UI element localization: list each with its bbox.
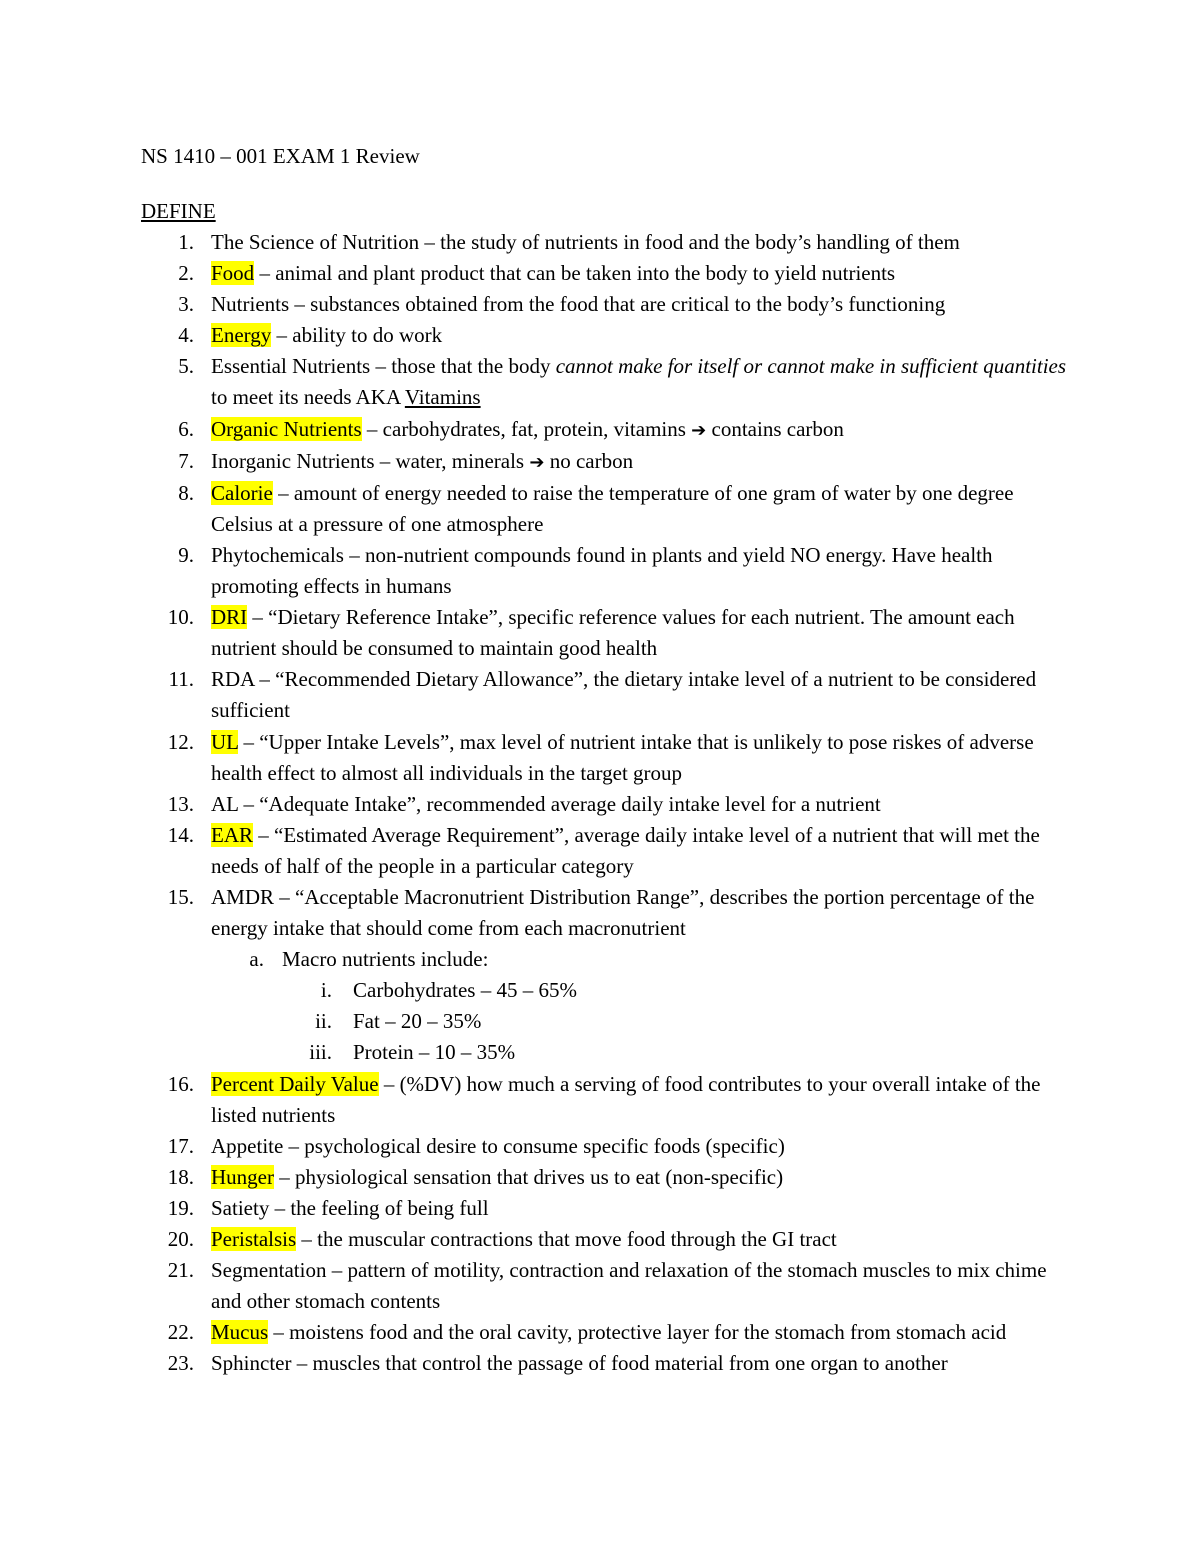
text-run: Satiety – the feeling of being full — [211, 1195, 489, 1220]
highlighted-term: Food — [211, 261, 255, 286]
text-run: no carbon — [544, 448, 634, 473]
sub-sub-item-number: iii. — [309, 1040, 332, 1065]
item-text — [211, 1162, 1071, 1193]
definition-item — [0, 320, 1200, 351]
text-run: – (%DV) how much a serving of food contributes to your overall intake of the listed nutrients — [211, 1071, 1041, 1127]
definition-list — [0, 227, 1200, 1379]
text-run: – “Dietary Reference Intake”, specific reference values for each nutrient. The amount each nutrient should be consumed to maintain good health — [211, 605, 1015, 661]
definition-item — [0, 727, 1200, 789]
item-number: 1. — [178, 230, 194, 254]
item-number: 16. — [167, 1071, 194, 1096]
definition-item — [0, 258, 1200, 289]
item-number: 12. — [167, 729, 194, 754]
text-run: AL – “Adequate Intake”, recommended average daily intake level for a nutrient — [211, 791, 881, 816]
italic-text: cannot make for itself or cannot make in sufficient quantities — [555, 354, 1067, 379]
item-text — [211, 882, 1071, 944]
item-text — [211, 1069, 1071, 1131]
item-number: 14. — [167, 822, 194, 847]
item-text — [211, 664, 1071, 726]
text-run: – carbohydrates, fat, protein, vitamins — [361, 416, 692, 441]
definition-item — [0, 1162, 1200, 1193]
item-number: 13. — [167, 791, 194, 816]
text-run: Phytochemicals – non-nutrient compounds found in plants and yield NO energy. Have health promoting effects in humans — [211, 542, 993, 599]
text-run: RDA – “Recommended Dietary Allowance”, the dietary intake level of a nutrient to be considered sufficient — [211, 667, 1037, 723]
definition-item — [0, 1348, 1200, 1379]
item-number: 18. — [167, 1164, 194, 1189]
definition-item — [0, 1317, 1200, 1348]
text-run: – physiological sensation that drives us to eat (non-specific) — [273, 1164, 784, 1189]
item-text — [211, 727, 1071, 789]
item-number: 9. — [178, 542, 194, 567]
sub-sub-item — [0, 1006, 1200, 1037]
item-text — [211, 540, 1071, 602]
highlighted-term: EAR — [211, 822, 253, 847]
text-run: Inorganic Nutrients – water, minerals — [211, 448, 530, 473]
item-number: 19. — [167, 1195, 194, 1220]
definition-item — [0, 1224, 1200, 1255]
item-text — [211, 289, 1071, 320]
definition-item — [0, 664, 1200, 726]
item-text — [211, 227, 1071, 258]
item-text — [211, 1255, 1071, 1317]
text-run: – “Upper Intake Levels”, max level of nutrient intake that is unlikely to pose riskes of adverse health effect to almost all individuals in the target group — [211, 729, 1034, 785]
item-text — [211, 820, 1071, 882]
definition-item — [0, 602, 1200, 664]
text-run: The Science of Nutrition – the study of nutrients in food and the body’s handling of them — [211, 230, 960, 254]
definition-item — [0, 1131, 1200, 1162]
text-run: – the muscular contractions that move food through the GI tract — [296, 1227, 837, 1251]
highlighted-term: Peristalsis — [211, 1227, 297, 1251]
text-run: – amount of energy needed to raise the temperature of one gram of water by one degree Celsius at a pressure of one atmosphere — [211, 480, 1014, 536]
item-text — [211, 1348, 1071, 1379]
highlighted-term: Calorie — [211, 480, 273, 505]
item-text — [211, 1131, 1071, 1162]
text-run: – animal and plant product that can be taken into the body to yield nutrients — [254, 261, 896, 286]
item-text — [211, 789, 1071, 820]
sub-item — [0, 944, 1200, 975]
document-title: NS 1410 – 001 EXAM 1 Review — [141, 144, 420, 168]
item-number: 23. — [167, 1351, 194, 1376]
item-number: 5. — [178, 354, 194, 379]
text-run: – ability to do work — [271, 323, 443, 348]
sub-sub-item-number: i. — [320, 978, 332, 1003]
text-run: – “Estimated Average Requirement”, average daily intake level of a nutrient that will met the needs of half of the people in a particular category — [211, 822, 1040, 878]
sub-sub-item-text: Protein – 10 – 35% — [353, 1040, 516, 1065]
item-number: 2. — [178, 261, 194, 286]
highlighted-term: Hunger — [211, 1164, 274, 1189]
sub-sub-item-number: ii. — [315, 1009, 332, 1034]
item-text — [211, 1193, 1071, 1224]
item-number: 3. — [178, 292, 194, 317]
text-run: Nutrients – substances obtained from the food that are critical to the body’s functioning — [211, 292, 946, 317]
sub-sub-item-text: Carbohydrates – 45 – 65% — [353, 978, 577, 1003]
section-heading: DEFINE — [141, 199, 216, 223]
underlined-term: Vitamins — [404, 385, 481, 410]
item-number: 11. — [168, 667, 194, 692]
item-text — [211, 1317, 1071, 1348]
definition-item — [0, 478, 1200, 540]
item-number: 17. — [167, 1133, 194, 1158]
highlighted-term: Organic Nutrients — [211, 416, 362, 441]
item-number: 21. — [167, 1258, 194, 1283]
item-text — [211, 258, 1071, 289]
highlighted-term: UL — [211, 729, 239, 754]
text-run: Essential Nutrients – those that the body — [211, 354, 556, 379]
text-run: Segmentation – pattern of motility, contraction and relaxation of the stomach muscles to mix chime and other stomach contents — [211, 1258, 1047, 1314]
text-run: – moistens food and the oral cavity, protective layer for the stomach from stomach acid — [268, 1320, 1007, 1345]
definition-item — [0, 882, 1200, 944]
definition-item — [0, 1069, 1200, 1131]
arrow-right-icon: ➔ — [691, 419, 707, 441]
definition-item — [0, 789, 1200, 820]
highlighted-term: Energy — [211, 323, 272, 348]
definition-item — [0, 351, 1200, 413]
definition-item — [0, 414, 1200, 446]
definition-item — [0, 820, 1200, 882]
item-number: 22. — [167, 1320, 194, 1345]
highlighted-term: Mucus — [211, 1320, 269, 1345]
highlighted-term: Percent Daily Value — [211, 1071, 379, 1096]
sub-sub-item — [0, 975, 1200, 1006]
text-run: Sphincter – muscles that control the passage of food material from one organ to another — [211, 1351, 948, 1376]
definition-item — [0, 540, 1200, 602]
definition-item — [0, 446, 1200, 478]
item-number: 4. — [178, 323, 194, 348]
item-number: 10. — [167, 605, 194, 630]
text-run: to meet its needs AKA — [211, 385, 405, 410]
arrow-right-icon: ➔ — [529, 451, 545, 473]
item-number: 7. — [178, 448, 194, 473]
item-text — [211, 351, 1071, 413]
item-text — [211, 478, 1071, 540]
item-text — [211, 1224, 1071, 1255]
item-number: 20. — [167, 1227, 194, 1251]
text-run: AMDR – “Acceptable Macronutrient Distribution Range”, describes the portion percentage of the energy intake that should come from each macronutrient — [211, 884, 1035, 941]
text-run: Appetite – psychological desire to consume specific foods (specific) — [211, 1133, 785, 1158]
sub-sub-item — [0, 1037, 1200, 1068]
item-text — [211, 446, 1071, 478]
definition-item — [0, 1255, 1200, 1317]
sub-sub-item-text: Fat – 20 – 35% — [353, 1009, 482, 1034]
item-text — [211, 320, 1071, 351]
sub-item-number: a. — [249, 947, 264, 972]
item-number: 6. — [178, 416, 194, 441]
sub-item-text: Macro nutrients include: — [282, 947, 489, 972]
text-run: contains carbon — [706, 416, 844, 441]
item-text — [211, 414, 1071, 446]
definition-item — [0, 289, 1200, 320]
definition-item — [0, 1193, 1200, 1224]
item-number: 8. — [178, 480, 194, 505]
highlighted-term: DRI — [211, 605, 248, 630]
definition-item — [0, 227, 1200, 258]
item-number: 15. — [167, 884, 194, 909]
item-text — [211, 602, 1071, 664]
